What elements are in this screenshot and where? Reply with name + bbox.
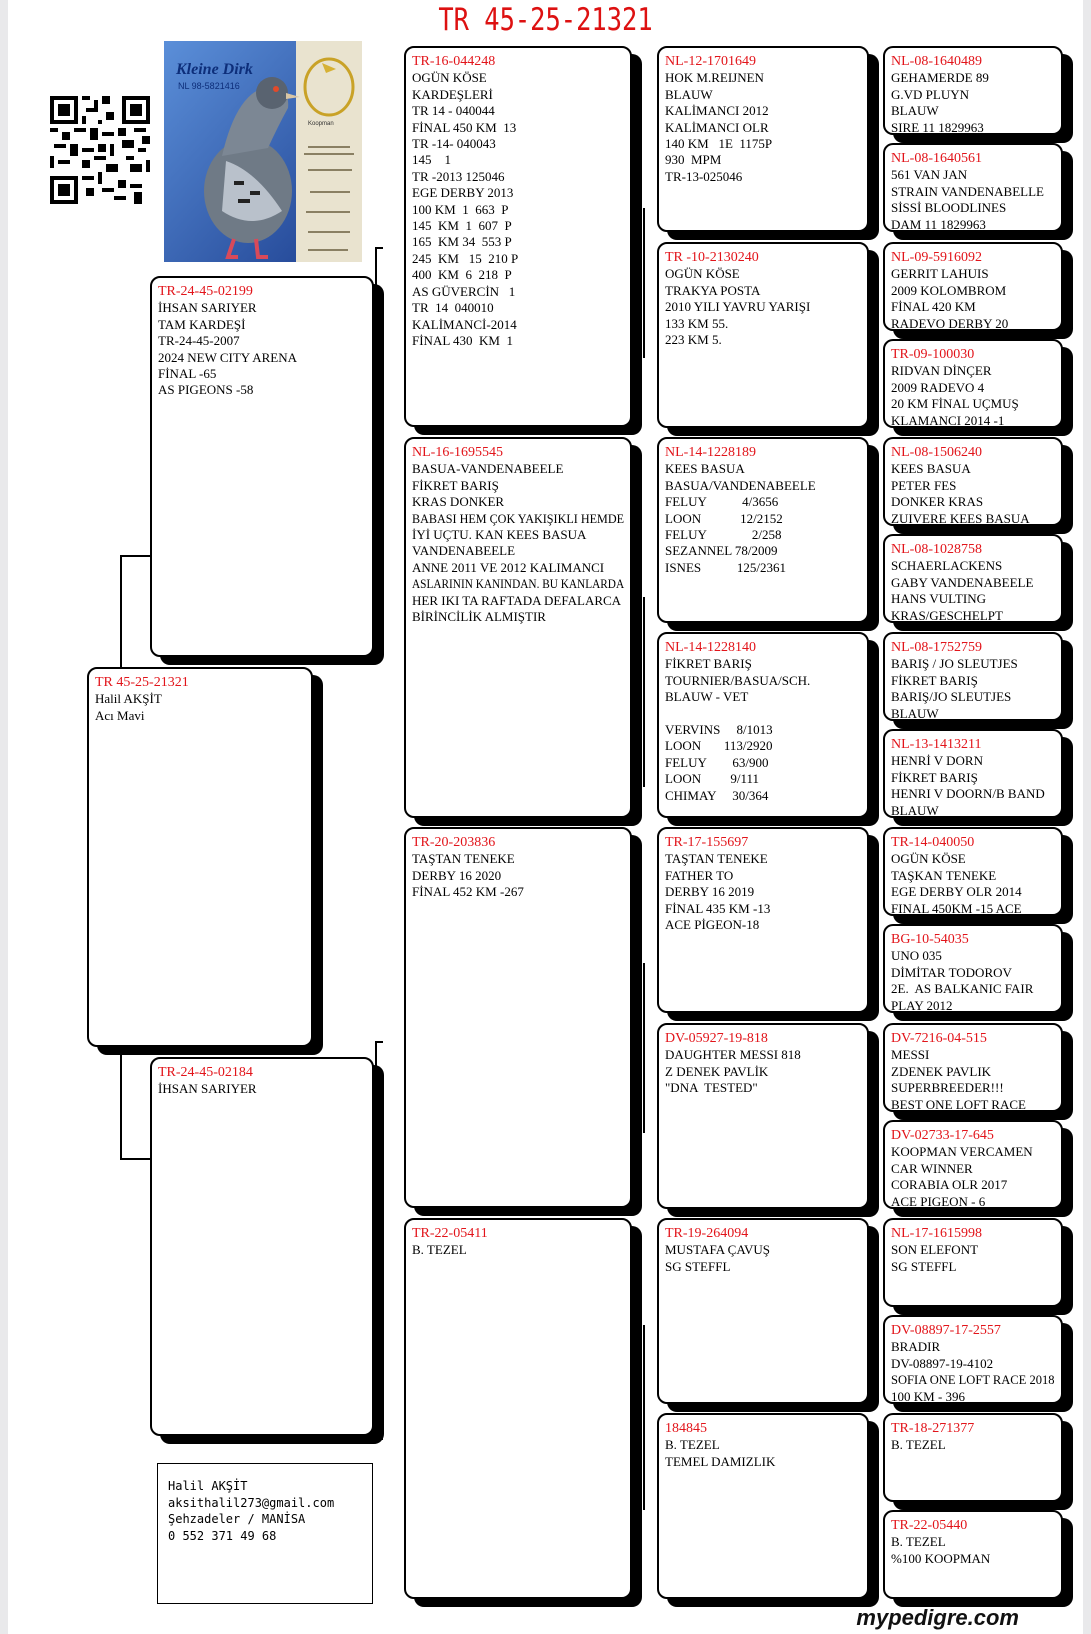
pedigree-line: SG STEFFL	[665, 1258, 731, 1274]
pedigree-box-grandsire-2[interactable]	[404, 827, 632, 1208]
pedigree-line: FİKRET BARIŞ	[412, 477, 499, 493]
pedigree-line: B. TEZEL	[891, 1534, 946, 1550]
pedigree-line: FATHER TO	[665, 867, 734, 883]
pedigree-line: BARIŞ / JO SLEUTJES	[891, 656, 1018, 672]
pedigree-box-sibling1[interactable]	[150, 276, 374, 657]
ring-number: NL-14-1228140	[665, 640, 756, 655]
pedigree-line: 2009 KOLOMBROM	[891, 282, 1007, 298]
ring-number: TR-19-264094	[665, 1226, 749, 1241]
pedigree-line: ZUIVERE KEES BASUA	[891, 510, 1030, 526]
pedigree-line: AS GÜVERCİN 1	[412, 283, 516, 299]
pedigree-line: 140 KM 1E 1175P	[665, 136, 773, 152]
pedigree-line: 930 MPM	[665, 152, 722, 168]
pedigree-line: UNO 035	[891, 948, 942, 964]
pedigree-line: CORABIA OLR 2017	[891, 1177, 1008, 1193]
pedigree-line: RIDVAN DİNÇER	[891, 363, 992, 379]
pedigree-line: LOON 113/2920	[665, 738, 773, 754]
connector-g4-5-v	[870, 890, 872, 990]
pedigree-line: MESSI	[891, 1047, 930, 1063]
pedigree-line: BASUA-VANDENABEELE	[412, 461, 564, 477]
ring-number: TR 45-25-21321	[95, 675, 189, 690]
pedigree-box-sire-sire[interactable]	[657, 46, 869, 232]
pedigree-line: Acı Mavi	[95, 707, 145, 723]
breeder-contact	[157, 1463, 373, 1604]
pedigree-box-g4-10[interactable]	[883, 924, 1063, 1013]
pedigree-line: FİNAL -65	[158, 366, 217, 382]
pedigree-line: DONKER KRAS	[891, 494, 984, 510]
pedigree-line: SEZANNEL 78/2009	[665, 543, 778, 559]
pedigree-line: İHSAN SARIYER	[158, 1081, 257, 1097]
pedigree-line: İYİ UÇTU. KAN KEES BASUA	[412, 527, 587, 543]
pedigree-line: BLAUW	[891, 103, 939, 119]
pedigree-line: AS PIGEONS -58	[158, 382, 254, 398]
ring-number: NL-08-1752759	[891, 640, 982, 655]
pedigree-line: Halil AKŞİT	[95, 691, 162, 707]
ring-number: TR-22-05411	[412, 1226, 488, 1241]
pedigree-box-sire[interactable]	[404, 46, 632, 427]
connector-g4-8-v	[870, 1475, 872, 1575]
pedigree-line: FİKRET BARIŞ	[891, 769, 978, 785]
page-title: TR 45-25-21321	[438, 2, 653, 38]
pedigree-line: RADEVO DERBY 20	[891, 315, 1009, 331]
footer-site-logo[interactable]: mypedigre.com	[856, 1605, 1019, 1630]
ring-number: 184845	[665, 1421, 707, 1436]
pedigree-box-g3a[interactable]	[657, 827, 869, 1013]
connector-g4-6-v	[870, 1085, 872, 1185]
pedigree-line: BLAUW	[891, 802, 939, 818]
pedigree-line: LOON 12/2152	[665, 510, 783, 526]
pedigree-box-g4-16[interactable]	[883, 1510, 1063, 1599]
pedigree-line: BRADIR	[891, 1339, 941, 1355]
pedigree-box-g4-4[interactable]	[883, 339, 1063, 428]
pedigree-line: Z DENEK PAVLİK	[665, 1063, 769, 1079]
pedigree-line: BİRİNCİLİK ALMIŞTIR	[412, 609, 546, 625]
pedigree-box-subject[interactable]	[87, 667, 313, 1047]
pedigree-line: BLAUW	[891, 705, 939, 721]
ring-number: TR-18-271377	[891, 1421, 975, 1436]
qr-code-icon	[50, 95, 150, 205]
ring-number: DV-05927-19-818	[665, 1031, 768, 1046]
pedigree-line: SIRE 11 1829963	[891, 119, 984, 135]
pigeon-photo	[164, 41, 362, 262]
pedigree-line: VANDENABEELE	[412, 543, 516, 559]
pedigree-line: DİMİTAR TODOROV	[891, 964, 1012, 980]
contact-phone: 0 552 371 49 68	[168, 1528, 277, 1543]
pedigree-line: TAŞTAN TENEKE	[412, 851, 515, 867]
pedigree-line: TR -2013 125046	[412, 168, 505, 184]
ring-number: TR-14-040050	[891, 835, 975, 850]
pedigree-line: KOOPMAN VERCAMEN	[891, 1144, 1033, 1160]
pedigree-line: VERVINS 8/1013	[665, 722, 773, 738]
pedigree-line: GEHAMERDE 89	[891, 70, 989, 86]
ring-number: NL-08-1028758	[891, 542, 982, 557]
pedigree-line: TR 14 040010	[412, 300, 494, 316]
ring-number: NL-08-1640561	[891, 151, 982, 166]
pedigree-line: KALİMANCI 2012	[665, 103, 769, 119]
pedigree-line: TR-13-025046	[665, 168, 743, 184]
pedigree-line: B. TEZEL	[891, 1437, 946, 1453]
ring-number: TR-20-203836	[412, 835, 496, 850]
pedigree-line: TR-24-45-2007	[158, 333, 240, 349]
pedigree-box-g4-7[interactable]	[883, 632, 1063, 721]
pedigree-line: LOON 9/111	[665, 771, 760, 787]
pedigree-line: 400 KM 6 218 P	[412, 267, 512, 283]
ring-number: NL-13-1413211	[891, 737, 982, 752]
pedigree-line: 245 KM 15 210 P	[412, 250, 519, 266]
pedigree-line: KEES BASUA	[891, 461, 971, 477]
ring-number: NL-14-1228189	[665, 445, 756, 460]
pedigree-line: EGE DERBY 2013	[412, 185, 514, 201]
pedigree-line: DV-08897-19-4102	[891, 1355, 994, 1371]
pedigree-line: 2E. AS BALKANIC FAIR	[891, 981, 1034, 997]
pedigree-line: TR -14- 040043	[412, 136, 496, 152]
pedigree-line: FİKRET BARIŞ	[891, 672, 978, 688]
pedigree-line: 561 VAN JAN	[891, 167, 968, 183]
pedigree-line: 100 KM - 396	[891, 1388, 966, 1404]
pedigree-line: SG STEFFL	[891, 1258, 957, 1274]
ring-number: TR-22-05440	[891, 1518, 968, 1533]
ring-number: NL-12-1701649	[665, 54, 756, 69]
pedigree-line: ACE PIGEON - 6	[891, 1193, 986, 1209]
pedigree-line: HANS VULTING	[891, 591, 986, 607]
pedigree-box-g4-12[interactable]	[883, 1120, 1063, 1209]
ring-number: NL-08-1506240	[891, 445, 982, 460]
photo-brand: Koopman	[308, 121, 334, 127]
pedigree-line: STRAIN VANDENABELLE	[891, 183, 1044, 199]
photo-caption-ring: NL 98-5821416	[178, 81, 240, 91]
pedigree-line: KRAS DONKER	[412, 494, 505, 510]
pedigree-line: SOFIA ONE LOFT RACE 2018	[891, 1372, 1055, 1388]
connector-sibling2-bottom	[375, 1438, 383, 1440]
connector-g3-1-v	[643, 208, 645, 358]
pedigree-line: FİNAL 435 KM -13	[665, 900, 771, 916]
pedigree-line: 223 KM 5.	[665, 332, 722, 348]
pedigree-line: GERRIT LAHUIS	[891, 266, 989, 282]
pedigree-line: SON ELEFONT	[891, 1242, 979, 1258]
pedigree-line: FİNAL 420 KM	[891, 299, 976, 315]
pedigree-line: HER IKI TA RAFTADA DEFALARCA	[412, 592, 622, 608]
pedigree-box-g3b[interactable]	[657, 1023, 869, 1209]
pedigree-line: BLAUW - VET	[665, 689, 749, 705]
pedigree-box-dam-sire[interactable]	[657, 437, 869, 623]
pedigree-line: FELUY 4/3656	[665, 494, 779, 510]
pedigree-line: GABY VANDENABEELE	[891, 574, 1034, 590]
pedigree-line: DERBY 16 2019	[665, 884, 755, 900]
connector-g4-3-v	[870, 500, 872, 592]
pedigree-line: PETER FES	[891, 477, 957, 493]
contact-address: Şehzadeler / MANİSA	[168, 1512, 306, 1526]
pedigree-line: TRAKYA POSTA	[665, 282, 761, 298]
pedigree-line: 165 KM 34 553 P	[412, 234, 512, 250]
pedigree-line: SUPERBREEDER!!!	[891, 1080, 1004, 1096]
pedigree-line: SİSSİ BLOODLINES	[891, 200, 1007, 216]
connector-g3-2-v	[643, 597, 645, 787]
pedigree-box-dam-dam[interactable]	[657, 632, 869, 818]
pedigree-line: B. TEZEL	[412, 1242, 467, 1258]
ring-number: TR-09-100030	[891, 347, 975, 362]
pedigree-line: TEMEL DAMIZLIK	[665, 1453, 776, 1469]
ring-number: NL-08-1640489	[891, 54, 982, 69]
pedigree-line: EGE DERBY OLR 2014	[891, 884, 1022, 900]
contact-name: Halil AKŞİT	[168, 1479, 248, 1493]
pedigree-line: FİNAL 430 KM 1	[412, 332, 513, 348]
pedigree-line: SCHAERLACKENS	[891, 558, 1003, 574]
pedigree-box-g4-11[interactable]	[883, 1023, 1063, 1112]
pedigree-box-sibling2[interactable]	[150, 1057, 374, 1436]
connector-sibling1-sire-bottom	[375, 630, 383, 632]
pedigree-line: CHIMAY 30/364	[665, 787, 769, 803]
pedigree-box-g4-6[interactable]	[883, 534, 1063, 623]
connector-sibling1-sire-v	[375, 247, 377, 631]
pedigree-line: KEES BASUA	[665, 461, 745, 477]
pedigree-line: 100 KM 1 663 P	[412, 201, 509, 217]
pedigree-line: 2024 NEW CITY ARENA	[158, 349, 298, 365]
ring-number: TR-17-155697	[665, 835, 749, 850]
pedigree-line: DERBY 16 2020	[412, 867, 502, 883]
pedigree-box-g4-5[interactable]	[883, 437, 1063, 526]
pedigree-line: KALİMANCI OLR	[665, 119, 769, 135]
pedigree-line: KARDEŞLERİ	[412, 86, 493, 102]
connector-g4-7-v	[870, 1280, 872, 1380]
pedigree-line: 145 KM 1 607 P	[412, 218, 512, 234]
pedigree-line: PLAY 2012	[891, 997, 953, 1013]
connector-sibling2-top	[375, 1041, 383, 1043]
pedigree-line: 20 KM FİNAL UÇMUŞ	[891, 396, 1019, 412]
pedigree-box-g4-3[interactable]	[883, 242, 1063, 331]
pedigree-line: BLAUW	[665, 86, 713, 102]
pedigree-line: BASUA/VANDENABEELE	[665, 477, 816, 493]
ring-number: DV-7216-04-515	[891, 1031, 987, 1046]
pedigree-box-dam[interactable]	[404, 437, 632, 818]
pedigree-line: İHSAN SARIYER	[158, 300, 257, 316]
pedigree-line: ISNES 125/2361	[665, 559, 786, 575]
ring-number: DV-02733-17-645	[891, 1128, 994, 1143]
pedigree-line: KALİMANCİ-2014	[412, 316, 517, 332]
pedigree-line: TAŞTAN TENEKE	[665, 851, 768, 867]
pedigree-line: FELUY 63/900	[665, 754, 769, 770]
ring-number: NL-09-5916092	[891, 250, 982, 265]
connector-sibling2-v	[375, 1041, 377, 1439]
pedigree-box-g4-9[interactable]	[883, 827, 1063, 916]
pedigree-line: KRAS/GESCHELPT	[891, 607, 1003, 623]
pedigree-line: CAR WINNER	[891, 1160, 973, 1176]
ring-number: TR-16-044248	[412, 54, 496, 69]
ring-number: TR-24-45-02184	[158, 1065, 253, 1080]
ring-number: BG-10-54035	[891, 932, 969, 947]
ring-number: TR-24-45-02199	[158, 284, 253, 299]
pedigree-box-g3c[interactable]	[657, 1218, 869, 1404]
connector-g4-2-v	[870, 306, 872, 406]
pedigree-line: ASLARININ KANINDAN. BU KANLARDA	[412, 576, 625, 592]
pedigree-line: 133 KM 55.	[665, 315, 729, 331]
pedigree-box-g4-2[interactable]	[883, 143, 1063, 232]
pedigree-line: 145 1	[412, 152, 451, 168]
pedigree-line: TAM KARDEŞİ	[158, 316, 246, 332]
pedigree-box-g4-8[interactable]	[883, 729, 1063, 818]
pedigree-line: TR 14 - 040044	[412, 103, 495, 119]
pedigree-line: FINAL 450KM -15 ACE	[891, 900, 1022, 916]
pedigree-line: FİKRET BARIŞ	[665, 656, 752, 672]
connector-root-top	[120, 555, 150, 557]
connector-g4-4-v	[870, 695, 872, 795]
pedigree-box-granddam-2[interactable]	[404, 1218, 632, 1599]
pedigree-box-g4-14[interactable]	[883, 1315, 1063, 1404]
pedigree-line: %100 KOOPMAN	[891, 1550, 991, 1566]
pedigree-line: TAŞKAN TENEKE	[891, 867, 997, 883]
pedigree-line: OGÜN KÖSE	[891, 851, 966, 867]
pedigree-line	[665, 706, 861, 722]
ring-number: TR -10-2130240	[665, 250, 759, 265]
connector-g4-1-v	[870, 110, 872, 210]
pedigree-line: OGÜN KÖSE	[412, 70, 487, 86]
pedigree-line: BABASI HEM ÇOK YAKIŞIKLI HEMDE	[412, 510, 625, 526]
ring-number: DV-08897-17-2557	[891, 1323, 1001, 1338]
pedigree-line: B. TEZEL	[665, 1437, 720, 1453]
connector-g3-3-v	[643, 963, 645, 1133]
pedigree-box-g4-1[interactable]	[883, 46, 1063, 135]
photo-caption-name: Kleine Dirk	[176, 61, 253, 78]
pedigree-box-g4-15[interactable]	[883, 1413, 1063, 1502]
pedigree-line: BARIŞ/JO SLEUTJES	[891, 689, 1012, 705]
pedigree-line: ANNE 2011 VE 2012 KALIMANCI	[412, 559, 605, 575]
pedigree-line: BEST ONE LOFT RACE	[891, 1096, 1026, 1112]
pedigree-line: FİNAL 452 KM -267	[412, 884, 524, 900]
pedigree-line: KLAMANCI 2014 -1	[891, 412, 1005, 428]
pedigree-line: DAM 11 1829963	[891, 216, 986, 232]
contact-email[interactable]: aksithalil273@gmail.com	[168, 1495, 335, 1510]
pedigree-line: FELUY 2/258	[665, 527, 782, 543]
pedigree-line: ZDENEK PAVLIK	[891, 1063, 992, 1079]
pedigree-box-g3d[interactable]	[657, 1413, 869, 1599]
pedigree-line: 2009 RADEVO 4	[891, 379, 985, 395]
pedigree-line: HENRI V DOORN/B BAND	[891, 786, 1045, 802]
pedigree-line: 2010 YILI YAVRU YARIŞI	[665, 299, 811, 315]
pedigree-box-g4-13[interactable]	[883, 1218, 1063, 1307]
pedigree-line: HOK M.REIJNEN	[665, 70, 764, 86]
pedigree-line: "DNA TESTED"	[665, 1080, 758, 1096]
connector-sibling1-sire-top	[375, 247, 383, 249]
pedigree-line: TOURNIER/BASUA/SCH.	[665, 672, 811, 688]
connector-g3-4-v	[643, 1325, 645, 1510]
pedigree-line: DAUGHTER MESSI 818	[665, 1047, 801, 1063]
pedigree-line: MUSTAFA ÇAVUŞ	[665, 1242, 771, 1258]
pedigree-line: ACE PİGEON-18	[665, 917, 760, 933]
pedigree-line: G.VD PLUYN	[891, 86, 969, 102]
pedigree-box-sire-dam[interactable]	[657, 242, 869, 428]
pedigree-line: FİNAL 450 KM 13	[412, 119, 517, 135]
pedigree-line: HENRİ V DORN	[891, 753, 983, 769]
ring-number: NL-16-1695545	[412, 445, 503, 460]
ring-number: NL-17-1615998	[891, 1226, 982, 1241]
pedigree-line: OGÜN KÖSE	[665, 266, 740, 282]
connector-root-bottom	[120, 1158, 150, 1160]
